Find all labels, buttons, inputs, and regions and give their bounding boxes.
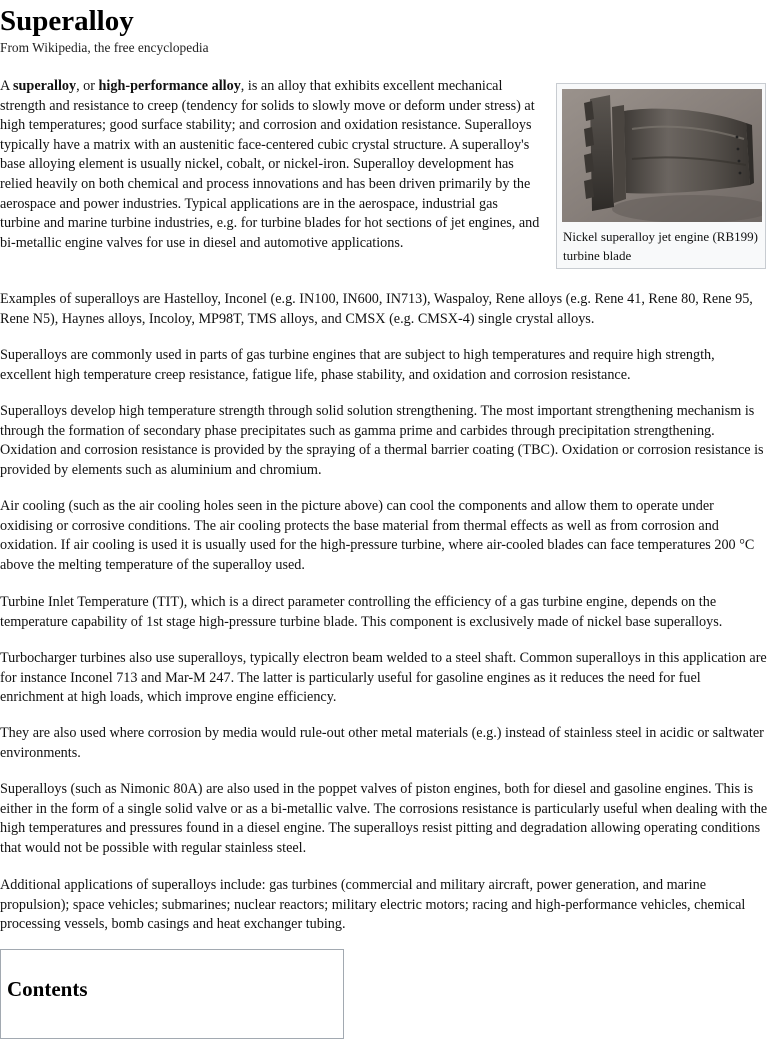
page-title: Superalloy [0,5,134,37]
figure-caption: Nickel superalloy jet engine (RB199) turbine blade [563,229,758,263]
figure-thumbnail[interactable] [556,83,766,269]
paragraph: Superalloys (such as Nimonic 80A) are also used in the poppet valves of piston engines, both for diesel and gasoline engines. This is either in the form of a single solid valve or as a bi-metallic valve. The corrosions resistance is particularly useful when dealing with the high temperatures and pressures found in a diesel engine. The superalloys resist pitting and degradation allowing operating conditions that would not be possible with regular stainless steel. [0,781,768,856]
term-superalloy: superalloy [13,78,77,94]
paragraph: Turbocharger turbines also use superalloys, typically electron beam welded to a steel shaft. Common superalloys in this application are for instance Inconel 713 and Mar-M 247. The latter is particularly useful for gasoline engines as it reduces the need for fuel enrichment at high loads, which improve engine efficiency. [0,650,767,706]
intro-lead: A [0,78,14,94]
intro-between: , or [76,78,99,94]
turbine-blade-photo[interactable] [562,89,762,222]
paragraph: Superalloys are commonly used in parts of gas turbine engines that are subject to high temperatures and require high strength, excellent high temperature creep resistance, fatigue life, phase stability, and oxidation and corrosion resistance. [0,347,715,383]
intro-paragraph [0,77,540,253]
paragraph: Superalloys develop high temperature strength through solid solution strengthening. The most important strengthening mechanism is through the formation of secondary phase precipitates such as gamma prime and carbides through precipitation strengthening. Oxidation and corrosion resistance is provided by the spraying of a thermal barrier coating (TBC). Oxidation or corrosion resistance is provided by elements such as aluminium and chromium. [0,403,764,478]
page-subtitle: From Wikipedia, the free encyclopedia [0,40,209,55]
intro-rest: , is an alloy that exhibits excellent mechanical strength and resistance to creep (tendency for solids to slowly move or deform under stress) at high temperatures; good surface stability; and corrosion and oxidation resistance. Superalloys typically have a matrix with an austenitic face-centered cubic crystal structure. A superalloy's base alloying element is usually nickel, cobalt, or nickel-iron. Superalloy development has relied heavily on both chemical and process innovations and has been driven primarily by the aerospace and power industries. Typical applications are in the aerospace, industrial gas turbine and marine turbine industries, e.g. for turbine blades for hot sections of jet engines, and bi-metallic engine valves for use in diesel and automotive applications. [0,78,540,251]
paragraph: Turbine Inlet Temperature (TIT), which is a direct parameter controlling the efficiency of a gas turbine engine, depends on the temperature capability of 1st stage high-pressure turbine blade. This component is exclusively made of nickel base superalloys. [0,594,723,630]
table-of-contents [0,949,344,1039]
term-high-performance-alloy: high-performance alloy [98,78,241,94]
paragraph: Examples of superalloys are Hastelloy, Inconel (e.g. IN100, IN600, IN713), Waspaloy, Rene alloys (e.g. Rene 41, Rene 80, Rene 95, Rene N5), Haynes alloys, Incoloy, MP98T, TMS alloys, and CMSX (e.g. CMSX-4) single crystal alloys. [0,291,753,327]
toc-title: Contents [7,977,88,1001]
paragraph: Air cooling (such as the air cooling holes seen in the picture above) can cool the components and allow them to operate under oxidising or corrosive conditions. The air cooling protects the base material from thermal effects as well as from corrosion and oxidation. If air cooling is used it is usually used for the high-pressure turbine, where air-cooled blades can face temperatures 200 °C above the melting temperature of the superalloy used. [0,498,755,573]
paragraph: They are also used where corrosion by media would rule-out other metal materials (e.g.) instead of stainless steel in acidic or saltwater environments. [0,725,764,761]
paragraph: Additional applications of superalloys include: gas turbines (commercial and military aircraft, power generation, and marine propulsion); space vehicles; submarines; nuclear reactors; military electric motors; racing and high-performance vehicles, chemical processing vessels, bomb casings and heat exchanger tubing. [0,877,746,933]
